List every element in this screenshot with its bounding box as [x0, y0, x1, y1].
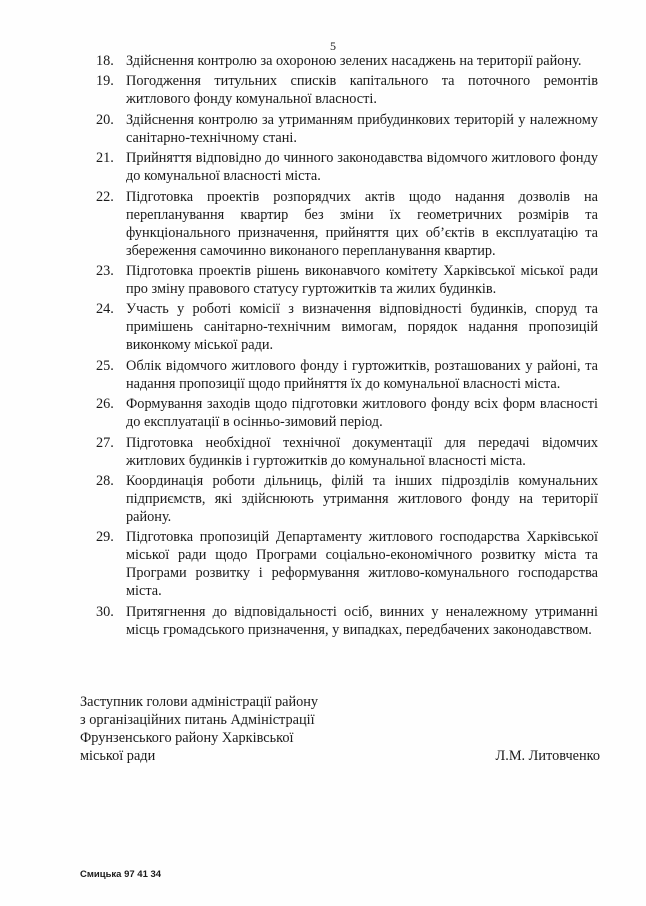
list-item-number: 23.	[96, 262, 114, 279]
list-item-text: Здійснення контролю за утриманням прибудинкових територій у належному санітарно-технічному стані.	[126, 111, 598, 146]
list-item-number: 29.	[96, 529, 114, 546]
list-item	[92, 111, 598, 147]
signer-role-line-1: Заступник голови адміністрації району	[80, 694, 319, 710]
list-item-text: Облік відомчого житлового фонду і гуртожитків, розташованих у районі, та надання пропозиції щодо прийняття їх до комунальної власності міста.	[126, 357, 598, 392]
list-item	[92, 52, 598, 70]
list-item-text: Погодження титульних списків капітального та поточного ремонтів житлового фонду комунальної власності.	[126, 73, 598, 108]
list-item	[92, 603, 598, 639]
list-item-text: Участь у роботі комісії з визначення відповідності будинків, споруд та примішень санітарно-технічним вимогам, порядок надання пропозицій виконкому міської ради.	[126, 301, 598, 354]
list-item-text: Підготовка необхідної технічної документації для передачі відомчих житлових будинків і гуртожитків до комунальної власності міста.	[126, 434, 598, 469]
list-item	[92, 72, 598, 108]
list-item-text: Підготовка проектів розпорядчих актів щодо надання дозволів на перепланування квартир без зміни їх геометричних розмірів та функціонального призначення, прийняття цих об’єктів в експлуатацію та збереження самочинно виконаного перепланування квартир.	[126, 188, 598, 259]
list-item-number: 20.	[96, 111, 114, 128]
list-item-text: Здійснення контролю за охороною зелених насаджень на території району.	[126, 53, 582, 69]
responsibilities-list	[92, 52, 598, 641]
list-item	[92, 262, 598, 298]
list-item-number: 21.	[96, 150, 114, 167]
page-number: 5	[330, 39, 336, 53]
list-item-number: 28.	[96, 472, 114, 489]
list-item-number: 30.	[96, 603, 114, 620]
signer-role-line-2: з організаційних питань Адміністрації	[80, 712, 315, 728]
list-item	[92, 472, 598, 526]
list-item-number: 22.	[96, 188, 114, 205]
list-item-number: 18.	[96, 53, 114, 69]
list-item	[92, 528, 598, 600]
list-item	[92, 434, 598, 470]
list-item-text: Координація роботи дільниць, філій та інших підрозділів комунальних підприємств, які здійснюють утримання житлового фонду на території району.	[126, 472, 598, 525]
list-item-number: 26.	[96, 396, 114, 413]
list-item-text: Прийняття відповідно до чинного законодавства відомчого житлового фонду до комунальної власності міста.	[126, 150, 598, 185]
list-item	[92, 395, 598, 431]
list-item-number: 19.	[96, 73, 114, 90]
list-item-text: Формування заходів щодо підготовки житлового фонду всіх форм власності до експлуатації в осінньо-зимовий період.	[126, 396, 598, 431]
list-item-text: Притягнення до відповідальності осіб, винних у неналежному утриманні місць громадського призначення, у випадках, передбачених законодавством.	[126, 603, 598, 638]
signer-role-line-3: Фрунзенського району Харківської	[80, 730, 294, 746]
list-item-text: Підготовка пропозицій Департаменту житлового господарства Харківської міської ради щодо Програми соціально-економічного розвитку міста та Програми розвитку і реформування житлово-комунального господарства міста.	[126, 529, 598, 600]
signer-role-line-4: міської ради	[80, 748, 156, 764]
list-item-number: 24.	[96, 301, 114, 318]
list-item-number: 27.	[96, 434, 114, 451]
list-item	[92, 300, 598, 354]
footer-contact: Смицька 97 41 34	[80, 869, 162, 880]
list-item	[92, 357, 598, 393]
list-item	[92, 188, 598, 260]
signer-name: Л.М. Литовченко	[495, 748, 600, 764]
list-item-text: Підготовка проектів рішень виконавчого комітету Харківської міської ради про зміну правового статусу гуртожитків та жилих будинків.	[126, 262, 598, 297]
signature-block	[80, 693, 600, 765]
list-item	[92, 149, 598, 185]
list-item-number: 25.	[96, 357, 114, 374]
